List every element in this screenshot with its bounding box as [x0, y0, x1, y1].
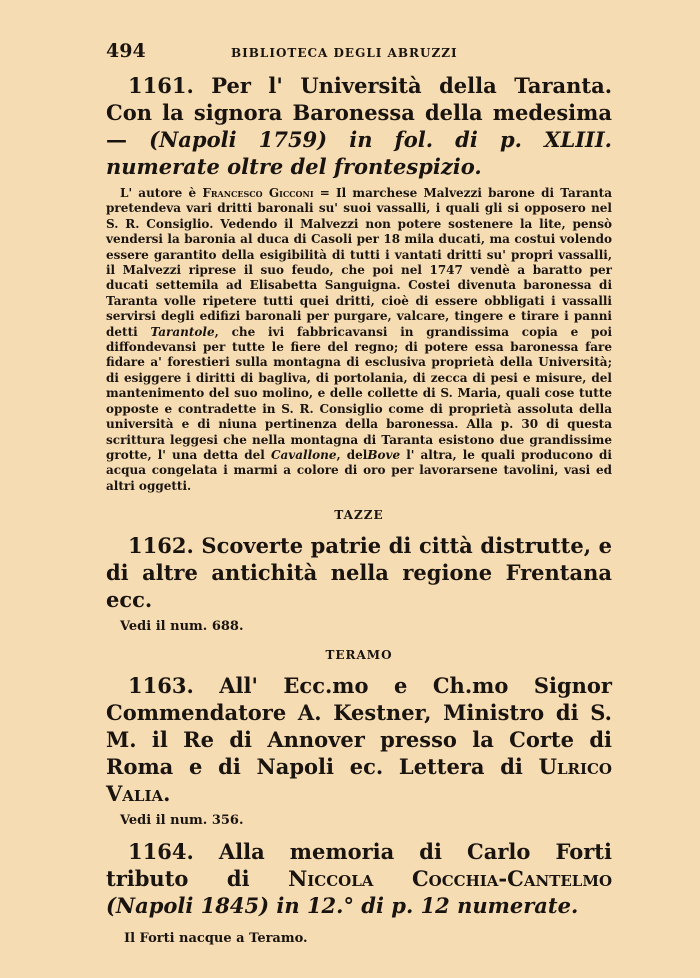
- entry-1164-number: 1164.: [128, 839, 194, 865]
- note-author: Francesco Gicconi: [202, 186, 314, 200]
- entry-1162-ref: Vedi il num. 688.: [120, 619, 244, 635]
- entry-1161-title-roman: Per l' Università della Taranta. Con la signora Baronessa della medesima —: [106, 73, 612, 152]
- note-italic-tarantole: Tarantole: [150, 324, 215, 339]
- entry-1162-number: 1162.: [128, 533, 194, 559]
- entry-1164-title: [106, 838, 612, 919]
- entry-1161-note: [106, 186, 612, 494]
- entry-1163-title-text: All' Ecc.mo e Ch.mo Signor Commendatore A. Kestner, Ministro di S. M. il Re di Annover presso la Corte di Roma e di Napoli ec. Lettera di: [106, 673, 612, 780]
- entry-1161-title: [106, 72, 612, 180]
- note-body: = Il marchese Malvezzi barone di Taranta pretendeva vari dritti baronali su' suoi vassalli, i quali gli si opposero nel S. R. Consiglio. Vedendo il Malvezzi non potere sostenere la lite, pensò vendersi la baronia al duca di Casoli per 18 mila ducati, ma costui volendo essere garantito della esigibilità di tutti i vantati dritti su' propri vassalli, il Malvezzi riprese il suo feudo, che poi nel 1747 vendè a baratto per ducati settemila ad Elisabetta Sanguigna. Costei divenuta baronessa di Taranta volle ripetere tutti quei dritti, cioè di essere obbligati i vassalli servirsi degli edifizi baronali per purgare, valcare, tingere e tirare i panni detti: [106, 186, 612, 339]
- section-heading-tazze: TAZZE: [334, 508, 384, 523]
- note-italic-bove: Bove: [367, 447, 401, 462]
- entry-1162-title: [106, 532, 612, 613]
- note-body-4: l' altra, le quali producono di acqua congelata i marmi a colore di oro per lavorarsene tavolini, vasi ed altri oggetti.: [106, 447, 612, 493]
- note-lead: L' autore è: [120, 186, 197, 200]
- entry-1161-number: 1161.: [128, 73, 194, 98]
- entry-1163-title: [106, 672, 612, 807]
- entry-1161-title-italic: (Napoli 1759) in fol. di p. XLIII. numerate oltre del frontespizio.: [106, 127, 612, 179]
- section-heading-teramo: TERAMO: [325, 648, 393, 663]
- note-body-3: , del: [336, 447, 368, 462]
- entry-1164-author: Niccola Cocchia-Cantelmo: [288, 866, 613, 892]
- page-number: 494: [106, 40, 146, 62]
- running-title: BIBLIOTECA DEGLI ABRUZZI: [231, 46, 458, 60]
- note-body-2: , che ivi fabbricavansi in grandissima copia e poi diffondevansi per tutte le fiere del regno; di potere essa baronessa fare fidare a' forestieri sulla montagna di esclusiva proprietà della Università; di esiggere i diritti di bagliva, di portolania, di zecca di pesi e misure, del mantenimento del suo molino, e delle collette di S. Maria, quali cose tutte opposte e contradette in S. R. Consiglio come di proprietà assoluta della università e di niuna pertinenza della baronessa. Alla p. 30 di questa scrittura leggesi che nella montagna di Taranta esistono due grandissime grotte, l' una detta del: [106, 324, 613, 462]
- entry-1164-title-text: Alla memoria di Carlo Forti tributo di: [106, 839, 612, 892]
- entry-1163-ref: Vedi il num. 356.: [120, 813, 244, 829]
- entry-1163-number: 1163.: [128, 673, 194, 699]
- entry-1164-note: Il Forti nacque a Teramo.: [124, 931, 308, 947]
- entry-1163-author: Ulrico Valia.: [106, 754, 612, 807]
- page-header: [106, 40, 612, 62]
- entry-1164-title-italic: (Napoli 1845) in 12.° di p. 12 numerate.: [106, 893, 579, 919]
- entry-1162-title-text: Scoverte patrie di città distrutte, e di altre antichità nella regione Frentana ecc.: [106, 533, 612, 613]
- note-italic-cavallone: Cavallone: [270, 447, 337, 462]
